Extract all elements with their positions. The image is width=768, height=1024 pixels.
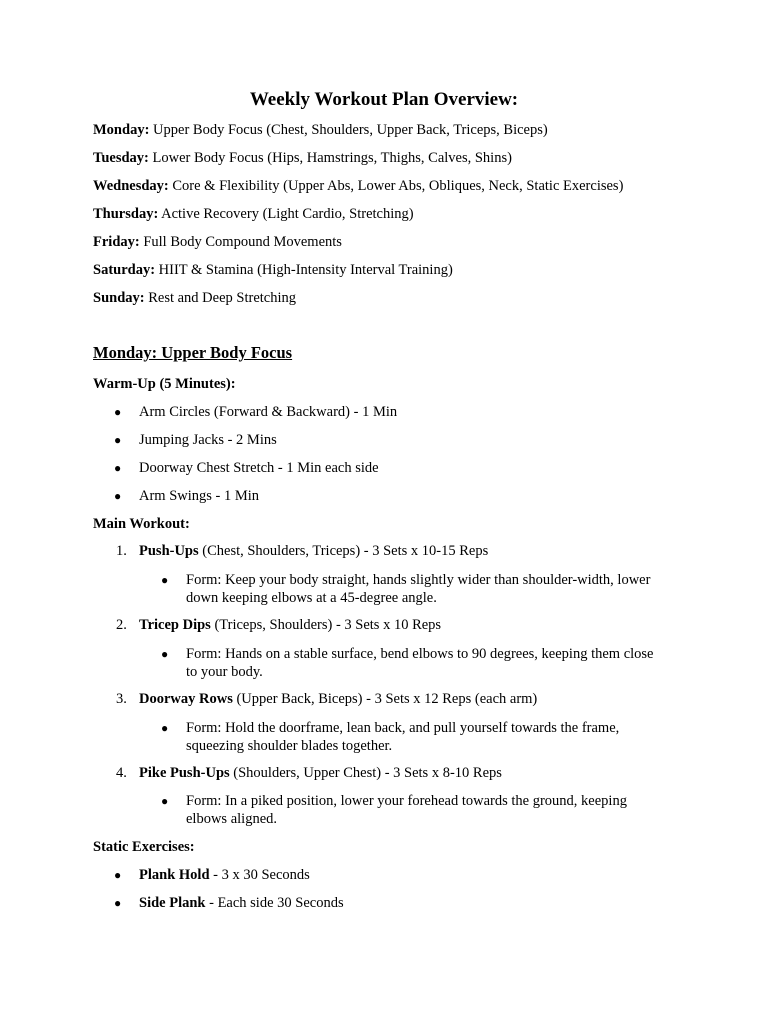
overview-day-text: Rest and Deep Stretching	[148, 290, 297, 306]
overview-saturday	[93, 261, 453, 279]
overview-day-label: Thursday:	[93, 206, 159, 222]
overview-day-text: Active Recovery (Light Cardio, Stretching)	[161, 206, 414, 222]
static-item	[139, 894, 344, 912]
exercise-item	[139, 690, 537, 708]
section-heading-monday: Monday: Upper Body Focus	[93, 343, 293, 362]
overview-day-label: Saturday:	[93, 262, 156, 278]
overview-day-label: Sunday:	[93, 290, 145, 306]
overview-day-label: Monday:	[93, 122, 150, 138]
overview-day-text: HIIT & Stamina (High-Intensity Interval Training)	[158, 262, 453, 278]
overview-day-label: Tuesday:	[93, 150, 149, 166]
list-number: 2.	[116, 617, 127, 633]
bullet-icon: ●	[161, 573, 169, 587]
static-name: Plank Hold	[139, 867, 210, 883]
bullet-icon: ●	[161, 721, 169, 735]
exercise-form: Form: In a piked position, lower your forehead towards the ground, keeping elbows aligned.	[186, 793, 627, 827]
exercise-name: Push-Ups	[139, 543, 199, 559]
page-title: Weekly Workout Plan Overview:	[249, 89, 519, 110]
overview-thursday	[93, 205, 414, 223]
static-exercises-label: Static Exercises:	[93, 839, 195, 855]
bullet-icon: ●	[114, 405, 122, 419]
exercise-name: Tricep Dips	[139, 617, 211, 633]
main-workout-label: Main Workout:	[93, 516, 190, 532]
exercise-form: Form: Hold the doorframe, lean back, and pull yourself towards the frame, squeezing shoulder blades together.	[186, 720, 620, 754]
overview-day-text: Full Body Compound Movements	[143, 234, 342, 250]
list-number: 1.	[116, 543, 127, 559]
bullet-icon: ●	[114, 461, 122, 475]
exercise-name: Doorway Rows	[139, 691, 233, 707]
bullet-icon: ●	[114, 868, 122, 882]
overview-day-label: Wednesday:	[93, 178, 169, 194]
overview-wednesday	[93, 177, 623, 195]
warmup-item: Jumping Jacks - 2 Mins	[139, 432, 277, 448]
overview-friday	[93, 233, 342, 251]
warmup-item: Arm Circles (Forward & Backward) - 1 Min	[139, 404, 398, 420]
exercise-item	[139, 616, 441, 634]
bullet-icon: ●	[114, 896, 122, 910]
exercise-detail: (Triceps, Shoulders) - 3 Sets x 10 Reps	[210, 617, 442, 633]
exercise-form: Form: Keep your body straight, hands slightly wider than shoulder-width, lower down keeping elbows at a 45-degree angle.	[186, 572, 651, 606]
list-number: 3.	[116, 691, 127, 707]
warmup-item: Doorway Chest Stretch - 1 Min each side	[139, 460, 379, 476]
overview-sunday	[93, 289, 296, 307]
overview-tuesday	[93, 149, 512, 167]
exercise-detail: (Upper Back, Biceps) - 3 Sets x 12 Reps (each arm)	[232, 691, 538, 707]
exercise-form: Form: Hands on a stable surface, bend elbows to 90 degrees, keeping them close to your body.	[186, 646, 654, 680]
overview-monday	[93, 121, 548, 139]
bullet-icon: ●	[161, 794, 169, 808]
static-detail: - Each side 30 Seconds	[205, 895, 344, 911]
static-name: Side Plank	[139, 895, 206, 911]
exercise-item	[139, 764, 502, 782]
exercise-item	[139, 542, 488, 560]
bullet-icon: ●	[114, 433, 122, 447]
static-item	[139, 866, 310, 884]
overview-day-text: Upper Body Focus (Chest, Shoulders, Upper Back, Triceps, Biceps)	[153, 122, 548, 138]
overview-day-label: Friday:	[93, 234, 140, 250]
exercise-name: Pike Push-Ups	[139, 765, 230, 781]
bullet-icon: ●	[114, 489, 122, 503]
exercise-detail: (Shoulders, Upper Chest) - 3 Sets x 8-10 Reps	[229, 765, 502, 781]
bullet-icon: ●	[161, 647, 169, 661]
warmup-label: Warm-Up (5 Minutes):	[93, 376, 236, 392]
static-detail: - 3 x 30 Seconds	[209, 867, 310, 883]
overview-day-text: Core & Flexibility (Upper Abs, Lower Abs, Obliques, Neck, Static Exercises)	[172, 178, 624, 194]
exercise-detail: (Chest, Shoulders, Triceps) - 3 Sets x 10-15 Reps	[198, 543, 489, 559]
warmup-item: Arm Swings - 1 Min	[139, 488, 260, 504]
list-number: 4.	[116, 765, 127, 781]
overview-day-text: Lower Body Focus (Hips, Hamstrings, Thighs, Calves, Shins)	[152, 150, 512, 166]
